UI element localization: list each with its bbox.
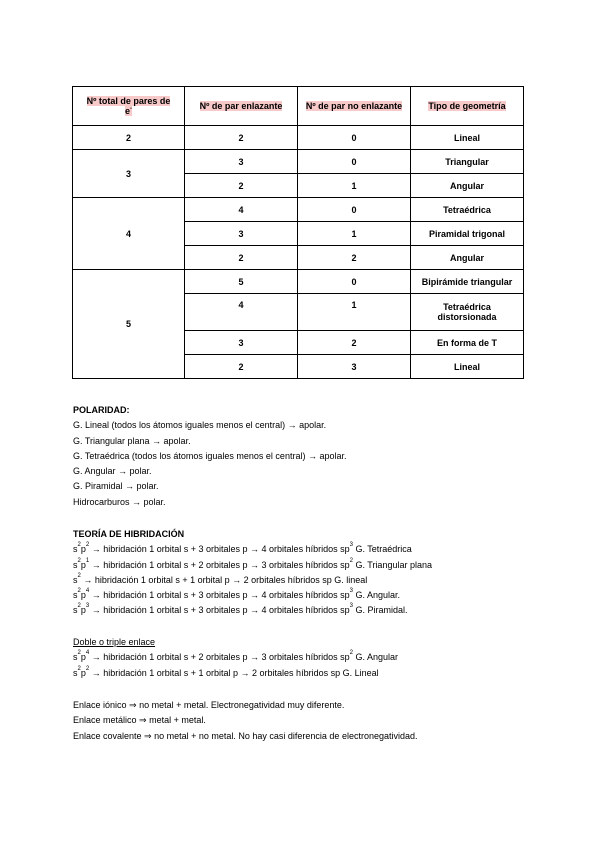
bonding-cell: 4	[185, 294, 298, 331]
text-line: G. Triangular plana → apolar.	[73, 435, 191, 446]
bonding-cell: 2	[185, 246, 298, 270]
geometry-cell: Lineal	[411, 355, 524, 379]
geometry-cell: Lineal	[411, 126, 524, 150]
bonding-cell: 2	[185, 174, 298, 198]
geometry-table	[72, 86, 524, 379]
section-heading: POLARIDAD:	[73, 405, 130, 415]
bonding-cell: 5	[185, 270, 298, 294]
bonding-cell: 2	[185, 126, 298, 150]
group-total-cell: 3	[73, 150, 185, 198]
bonding-cell: 4	[185, 198, 298, 222]
geometry-cell: Tetraédrica distorsionada	[411, 294, 524, 331]
text-line: G. Piramidal → polar.	[73, 481, 159, 492]
formula-line: $s^2$ → hibridación 1 orbital s + 1 orbital p → 2 orbitales híbridos sp G. lineal	[73, 572, 368, 585]
table-row	[73, 270, 524, 294]
header-geometry-type: Tipo de geometría	[411, 87, 524, 126]
geometry-cell: En forma de T	[411, 331, 524, 355]
formula-line: $s^2p^4$ → hibridación 1 orbital s + 2 orbitales p → 3 orbitales híbridos $sp^2$ G. Angular	[73, 650, 398, 663]
header-bonding-pairs: Nº de par enlazante	[185, 87, 298, 126]
table-row	[73, 126, 524, 150]
geometry-cell: Piramidal trigonal	[411, 222, 524, 246]
table-row	[73, 150, 524, 174]
nonbonding-cell: 0	[298, 198, 411, 222]
nonbonding-cell: 3	[298, 355, 411, 379]
text-line: G. Tetraédrica (todos los átomos iguales menos el central) → apolar.	[73, 450, 347, 461]
bonding-cell: 3	[185, 222, 298, 246]
text-line: G. Angular → polar.	[73, 466, 152, 477]
formula-line: $s^2p^1$ → hibridación 1 orbital s + 2 orbitales p → 3 orbitales híbridos $sp^2$ G. Triangular plana	[73, 557, 432, 570]
nonbonding-cell: 0	[298, 126, 411, 150]
text-line: Enlace metálico ⇒ metal + metal.	[73, 715, 206, 726]
bonding-cell: 3	[185, 150, 298, 174]
nonbonding-cell: 0	[298, 270, 411, 294]
geometry-cell: Tetraédrica	[411, 198, 524, 222]
group-total-cell: 5	[73, 270, 185, 379]
header-total-pairs: Nº total de pares de e-	[73, 87, 185, 126]
nonbonding-cell: 0	[298, 150, 411, 174]
section-heading: Doble o triple enlace	[73, 637, 156, 647]
text-line: Enlace iónico ⇒ no metal + metal. Electronegatividad muy diferente.	[73, 700, 345, 710]
table-row	[73, 198, 524, 222]
section-heading: TEORÍA DE HIBRIDACIÓN	[73, 529, 185, 539]
formula-line: $s^2p^2$ → hibridación 1 orbital s + 3 orbitales p → 4 orbitales híbridos $sp^3$ G. Tetraédrica	[73, 542, 412, 555]
hybridization-section	[73, 527, 432, 619]
geometry-cell: Angular	[411, 246, 524, 270]
double-triple-bond-section	[73, 635, 398, 681]
bond-types-section	[73, 698, 418, 744]
nonbonding-cell: 2	[298, 246, 411, 270]
geometry-cell: Triangular	[411, 150, 524, 174]
nonbonding-cell: 1	[298, 222, 411, 246]
geometry-cell: Angular	[411, 174, 524, 198]
formula-line: $s^2p^4$ → hibridación 1 orbital s + 3 orbitales p → 4 orbitales híbridos $sp^3$ G. Angular.	[73, 588, 400, 601]
group-total-cell: 4	[73, 198, 185, 270]
text-line: Hidrocarburos → polar.	[73, 496, 166, 507]
header-nonbonding-pairs: Nº de par no enlazante	[298, 87, 411, 126]
bonding-cell: 2	[185, 355, 298, 379]
text-line: Enlace covalente ⇒ no metal + no metal. No hay casi diferencia de electronegatividad.	[73, 730, 418, 741]
formula-line: $s^2p^3$ → hibridación 1 orbital s + 3 orbitales p → 4 orbitales híbridos $sp^3$ G. Piramidal.	[73, 603, 408, 616]
nonbonding-cell: 1	[298, 174, 411, 198]
formula-line: $s^2p^2$ → hibridación 1 orbital s + 1 orbital p → 2 orbitales híbridos sp G. Lineal	[73, 665, 379, 678]
table-header-row	[73, 87, 524, 126]
nonbonding-cell: 2	[298, 331, 411, 355]
bonding-cell: 3	[185, 331, 298, 355]
nonbonding-cell: 1	[298, 294, 411, 331]
geometry-cell: Bipirámide triangular	[411, 270, 524, 294]
group-total-cell: 2	[73, 126, 185, 150]
text-line: G. Lineal (todos los átomos iguales menos el central) → apolar.	[73, 420, 327, 431]
polarity-section	[73, 403, 346, 510]
